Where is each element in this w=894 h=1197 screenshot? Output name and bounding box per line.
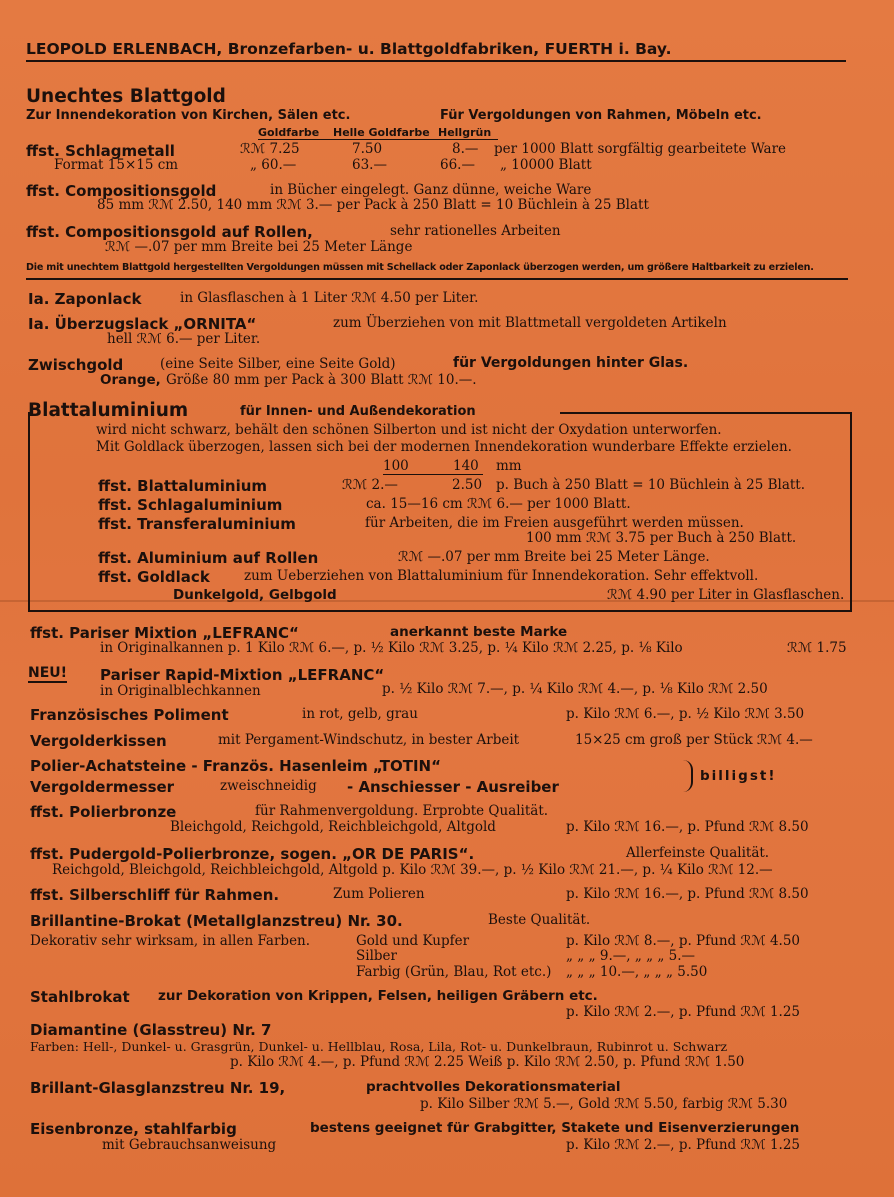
blattaluminium-a: ℛℳ 2.—	[342, 477, 398, 493]
alu-col-100: 100	[383, 458, 409, 474]
schlagmetall-name: ffst. Schlagmetall	[26, 142, 175, 160]
brillantine-sub: Dekorativ sehr wirksam, in allen Farben.	[30, 933, 311, 949]
stahlbrokat-bold: zur Dekoration von Krippen, Felsen, heiligen Gräbern etc.	[158, 988, 598, 1004]
zwischgold-desc: (eine Seite Silber, eine Seite Gold)	[160, 356, 396, 372]
schlag-r2-d: „ 10000 Blatt	[500, 157, 592, 173]
billigst-label: billigst!	[700, 768, 777, 784]
brillantine-desc: Beste Qualität.	[488, 912, 591, 928]
mixtion-bold: anerkannt beste Marke	[390, 624, 568, 640]
poliment-desc: in rot, gelb, grau	[302, 706, 418, 722]
pudergold-desc: Allerfeinste Qualität.	[626, 845, 770, 861]
vergoldermesser-bold: - Anschiesser - Ausreiber	[347, 778, 559, 796]
transferaluminium-desc: für Arbeiten, die im Freien ausgeführt werden müssen.	[365, 515, 744, 531]
blattaluminium-subtitle: für Innen- und Außendekoration	[240, 404, 476, 419]
silberschliff-desc: Zum Polieren	[333, 886, 425, 902]
brillantine-r3-label: Farbig (Grün, Blau, Rot etc.)	[356, 964, 552, 980]
mixtion-line: in Originalkannen p. 1 Kilo ℛℳ 6.—, p. ½ Kilo ℛℳ 3.25, p. ¼ Kilo ℛℳ 2.25, p. ⅛ Kilo	[100, 640, 683, 656]
comp-rollen-name: ffst. Compositionsgold auf Rollen,	[26, 223, 313, 241]
pudergold-name: ffst. Pudergold-Polierbronze, sogen. „OR DE PARIS“.	[30, 845, 475, 863]
alu-col-mm: mm	[496, 458, 522, 474]
schlag-r2-c: 66.—	[440, 157, 475, 173]
poliment-prices: p. Kilo ℛℳ 6.—, p. ½ Kilo ℛℳ 3.50	[566, 706, 805, 722]
goldlack-price: ℛℳ 4.90 per Liter in Glasflaschen.	[607, 587, 845, 603]
brillantine-r1-label: Gold und Kupfer	[356, 933, 470, 949]
zaponlack-name: Ia. Zaponlack	[28, 290, 142, 308]
col-helle-goldfarbe: Helle Goldfarbe	[333, 126, 430, 139]
neu-badge: NEU!	[28, 665, 68, 681]
poliment-name: Französisches Poliment	[30, 706, 229, 724]
comp-rollen-desc: sehr rationelles Arbeiten	[390, 223, 561, 239]
schlag-r1-d: per 1000 Blatt sorgfältig gearbeitete Ware	[494, 141, 787, 157]
vergolderkissen-name: Vergolderkissen	[30, 732, 167, 750]
stahlbrokat-name: Stahlbrokat	[30, 988, 130, 1006]
zwischgold-line: Größe 80 mm per Pack à 300 Blatt ℛℳ 10.—.	[166, 372, 477, 388]
silberschliff-prices: p. Kilo ℛℳ 16.—, p. Pfund ℛℳ 8.50	[566, 886, 809, 902]
ornita-line: hell ℛℳ 6.— per Liter.	[107, 331, 261, 347]
schlag-format: Format 15×15 cm	[54, 157, 179, 173]
schlagaluminium-desc: ca. 15—16 cm ℛℳ 6.— per 1000 Blatt.	[366, 496, 631, 512]
brillantine-r1-price: p. Kilo ℛℳ 8.—, p. Pfund ℛℳ 4.50	[566, 933, 801, 949]
blattaluminium-title: Blattaluminium	[28, 400, 189, 421]
alu-rollen-name: ffst. Aluminium auf Rollen	[98, 549, 319, 567]
polierbronze-desc: für Rahmenvergoldung. Erprobte Qualität.	[255, 803, 549, 819]
alu-col-140: 140	[453, 458, 479, 474]
rapid-mixtion-name: Pariser Rapid-Mixtion „LEFRANC“	[100, 666, 385, 684]
eisenbronze-prices: p. Kilo ℛℳ 2.—, p. Pfund ℛℳ 1.25	[566, 1137, 801, 1153]
silberschliff-name: ffst. Silberschliff für Rahmen.	[30, 886, 280, 904]
zaponlack-desc: in Glasflaschen à 1 Liter ℛℳ 4.50 per Liter.	[180, 290, 479, 306]
ornita-name: Ia. Überzugslack „ORNITA“	[28, 315, 257, 333]
polierbronze-prices: p. Kilo ℛℳ 16.—, p. Pfund ℛℳ 8.50	[566, 819, 809, 835]
diamantine-name: Diamantine (Glasstreu) Nr. 7	[30, 1021, 272, 1039]
compositionsgold-name: ffst. Compositionsgold	[26, 182, 217, 200]
eisenbronze-bold: bestens geeignet für Grabgitter, Stakete und Eisenverzierungen	[310, 1120, 800, 1136]
pudergold-line: Reichgold, Bleichgold, Reichbleichgold, Altgold p. Kilo ℛℳ 39.—, p. ½ Kilo ℛℳ 21.—, p. ¼ Kilo ℛℳ 12.—	[52, 862, 773, 878]
alu-rollen-desc: ℛℳ —.07 per mm Breite bei 25 Meter Länge.	[398, 549, 710, 565]
schlag-r1-b: 7.50	[352, 141, 383, 157]
schlag-r1-c: 8.—	[452, 141, 479, 157]
brace	[683, 760, 693, 792]
schlag-r2-b: 63.—	[352, 157, 387, 173]
ornita-desc: zum Überziehen von mit Blattmetall vergoldeten Artikeln	[333, 315, 727, 331]
schlag-r2-a: „ 60.—	[250, 157, 297, 173]
mixtion-last-price: ℛℳ 1.75	[787, 640, 847, 656]
diamantine-colors: Farben: Hell-, Dunkel- u. Grasgrün, Dunkel- u. Hellblau, Rosa, Lila, Rot- u. Dunkelbraun, Rubinrot u. Schwarz	[30, 1039, 728, 1054]
subtitle-left: Zur Innendekoration von Kirchen, Sälen etc.	[26, 108, 351, 123]
section-title-unechtes-blattgold: Unechtes Blattgold	[26, 86, 226, 107]
alu-col-rule	[383, 474, 483, 475]
aluminium-box-top	[560, 412, 850, 414]
col-goldfarbe: Goldfarbe	[258, 126, 320, 139]
glasglanzstreu-bold: prachtvolles Dekorationsmaterial	[366, 1079, 621, 1095]
note-rule	[26, 278, 848, 280]
brillantine-r2-price: „ „ „ 9.—, „ „ „ 5.—	[566, 948, 696, 964]
blattaluminium-c: p. Buch à 250 Blatt = 10 Büchlein à 25 Blatt.	[496, 477, 806, 493]
hinweis-schellack: Die mit unechtem Blattgold hergestellten Vergoldungen müssen mit Schellack oder Zaponlack überzogen werden, um größere Haltbarkeit zu erzielen.	[26, 262, 814, 273]
eisenbronze-name: Eisenbronze, stahlfarbig	[30, 1120, 237, 1138]
alu-line-2: Mit Goldlack überzogen, lassen sich bei der modernen Innendekoration wunderbare Effekte erzielen.	[96, 439, 792, 455]
blattaluminium-b: 2.50	[452, 477, 483, 493]
col-rule	[258, 139, 498, 140]
zwischgold-bold: für Vergoldungen hinter Glas.	[453, 355, 689, 371]
vergoldermesser-name: Vergoldermesser	[30, 778, 175, 796]
vergolderkissen-prices: 15×25 cm groß per Stück ℛℳ 4.—	[575, 732, 813, 748]
stahlbrokat-prices: p. Kilo ℛℳ 2.—, p. Pfund ℛℳ 1.25	[566, 1004, 801, 1020]
goldlack-sorts: Dunkelgold, Gelbgold	[173, 587, 337, 603]
zwischgold-name: Zwischgold	[28, 356, 124, 374]
goldlack-name: ffst. Goldlack	[98, 568, 210, 586]
transferaluminium-name: ffst. Transferaluminium	[98, 515, 296, 533]
eisenbronze-sub: mit Gebrauchsanweisung	[102, 1137, 277, 1153]
comp-rollen-line: ℛℳ —.07 per mm Breite bei 25 Meter Länge	[105, 239, 413, 255]
mixtion-name: ffst. Pariser Mixtion „LEFRANC“	[30, 624, 299, 642]
achatsteine-line: Polier-Achatsteine - Französ. Hasenleim „TOTIN“	[30, 757, 441, 775]
schlag-r1-a: ℛℳ 7.25	[240, 141, 300, 157]
glasglanzstreu-prices: p. Kilo Silber ℛℳ 5.—, Gold ℛℳ 5.50, farbig ℛℳ 5.30	[420, 1096, 788, 1112]
brillantine-r2-label: Silber	[356, 948, 397, 964]
company-header: LEOPOLD ERLENBACH, Bronzefarben- u. Blattgoldfabriken, FUERTH i. Bay.	[26, 40, 846, 62]
rapid-mixtion-prices: p. ½ Kilo ℛℳ 7.—, p. ¼ Kilo ℛℳ 4.—, p. ⅛ Kilo ℛℳ 2.50	[382, 681, 768, 697]
compositionsgold-desc: in Bücher eingelegt. Ganz dünne, weiche Ware	[270, 182, 592, 198]
blattaluminium-name: ffst. Blattaluminium	[98, 477, 268, 495]
vergolderkissen-desc: mit Pergament-Windschutz, in bester Arbeit	[218, 732, 520, 748]
glasglanzstreu-name: Brillant-Glasglanzstreu Nr. 19,	[30, 1079, 286, 1097]
polierbronze-name: ffst. Polierbronze	[30, 803, 177, 821]
subtitle-right: Für Vergoldungen von Rahmen, Möbeln etc.	[440, 108, 762, 123]
brillantine-name: Brillantine-Brokat (Metallglanzstreu) Nr. 30.	[30, 912, 403, 930]
vergoldermesser-desc: zweischneidig	[220, 778, 317, 794]
alu-line-1: wird nicht schwarz, behält den schönen Silberton und ist nicht der Oxydation unterworfen.	[96, 422, 722, 438]
rapid-mixtion-sub: in Originalblechkannen	[100, 683, 261, 699]
transferaluminium-line: 100 mm ℛℳ 3.75 per Buch à 250 Blatt.	[526, 530, 797, 546]
zwischgold-orange: Orange,	[100, 372, 161, 388]
diamantine-prices: p. Kilo ℛℳ 4.—, p. Pfund ℛℳ 2.25 Weiß p. Kilo ℛℳ 2.50, p. Pfund ℛℳ 1.50	[230, 1054, 745, 1070]
schlagaluminium-name: ffst. Schlagaluminium	[98, 496, 283, 514]
brillantine-r3-price: „ „ „ 10.—, „ „ „ 5.50	[566, 964, 708, 980]
polierbronze-sorts: Bleichgold, Reichgold, Reichbleichgold, Altgold	[170, 819, 496, 835]
compositionsgold-line: 85 mm ℛℳ 2.50, 140 mm ℛℳ 3.— per Pack à 250 Blatt = 10 Büchlein à 25 Blatt	[97, 197, 649, 213]
goldlack-desc: zum Ueberziehen von Blattaluminium für Innendekoration. Sehr effektvoll.	[244, 568, 759, 584]
col-hellgruen: Hellgrün	[438, 126, 492, 139]
